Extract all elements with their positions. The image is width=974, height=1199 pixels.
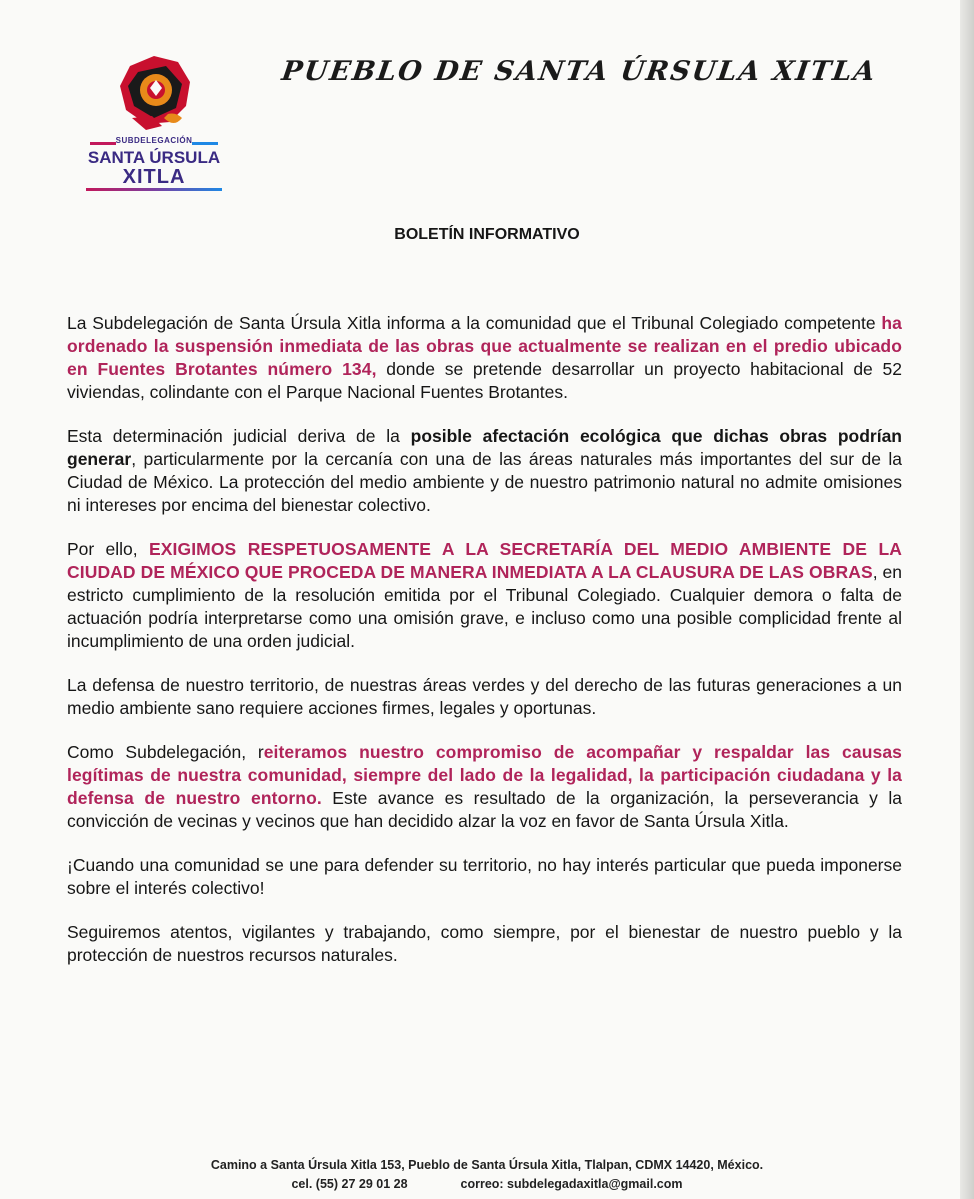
paragraph-3 [67, 538, 902, 653]
footer-address: Camino a Santa Úrsula Xitla 153, Pueblo de Santa Úrsula Xitla, Tlalpan, CDMX 14420, México. [210, 1158, 764, 1172]
document-title: BOLETÍN INFORMATIVO [394, 226, 580, 243]
paragraph-2 [67, 425, 902, 517]
highlight-run: eiteramos nuestro compromiso de acompañar y respaldar las causas legítimas de nuestra comunidad, siempre del lado de la legalidad, la participación ciudadana y la defensa de nuestro entorno. [67, 742, 903, 808]
subdelegacion-logo [78, 52, 230, 194]
footer-phone: cel. (55) 27 29 01 28 [291, 1177, 408, 1191]
logo-line-1: SUBDELEGACIÓN [115, 136, 193, 145]
text-run: La Subdelegación de Santa Úrsula Xitla informa a la comunidad que el Tribunal Colegiado competente [67, 313, 882, 333]
glyph-emblem-icon [112, 52, 196, 136]
text-run: Por ello, [67, 539, 149, 559]
paper-edge [960, 0, 974, 1199]
text-run: , en estricto cumplimiento de la resolución emitida por el Tribunal Colegiado. Cualquier demora o falta de actuación podría interpretarse como una omisión grave, e incluso como una posible complicidad frente al incumplimiento de una orden judicial. [67, 562, 902, 651]
text-run: Este avance es resultado de la organización, la perseverancia y la convicción de vecinas y vecinos que han decidido alzar la voz en favor de Santa Úrsula Xitla. [67, 788, 902, 831]
text-run: Seguiremos atentos, vigilantes y trabajando, como siempre, por el bienestar de nuestro pueblo y la protección de nuestros recursos naturales. [67, 922, 902, 965]
text-run: , particularmente por la cercanía con una de las áreas naturales más importantes del sur de la Ciudad de México. La protección del medio ambiente y de nuestro patrimonio natural no admite omisiones ni intereses por encima del bienestar colectivo. [67, 449, 902, 515]
header-title: PUEBLO DE SANTA ÚRSULA XITLA [279, 56, 879, 87]
logo-line-2: SANTA ÚRSULA [87, 148, 221, 167]
paragraph-6 [67, 854, 902, 900]
logo-underline [86, 188, 222, 191]
paragraph-1 [67, 312, 902, 404]
text-run: donde se pretende desarrollar un proyecto habitacional de 52 viviendas, colindante con el Parque Nacional Fuentes Brotantes. [67, 359, 902, 402]
footer-contact [0, 1177, 974, 1191]
paragraph-5 [67, 741, 902, 833]
highlight-run: ha ordenado la suspensión inmediata de las obras que actualmente se realizan en el predio ubicado en Fuentes Brotantes número 134, [67, 313, 902, 379]
paragraph-4 [67, 674, 902, 720]
footer-email: correo: subdelegadaxitla@gmail.com [460, 1177, 683, 1191]
highlight-run: EXIGIMOS RESPETUOSAMENTE A LA SECRETARÍA DEL MEDIO AMBIENTE DE LA CIUDAD DE MÉXICO QUE PROCEDA DE MANERA INMEDIATA A LA CLAUSURA DE LAS OBRAS [67, 539, 902, 582]
logo-line-3: XITLA [122, 166, 186, 188]
text-run: Esta determinación judicial deriva de la [67, 426, 411, 446]
text-run: ¡Cuando una comunidad se une para defender su territorio, no hay interés particular que pueda imponerse sobre el interés colectivo! [67, 855, 902, 898]
text-run: Como Subdelegación, r [67, 742, 264, 762]
text-run: La defensa de nuestro territorio, de nuestras áreas verdes y del derecho de las futuras generaciones a un medio ambiente sano requiere acciones firmes, legales y oportunas. [67, 675, 902, 718]
bold-run: posible afectación ecológica que dichas obras podrían generar [67, 426, 902, 469]
document-body [67, 312, 902, 988]
paragraph-7 [67, 921, 902, 967]
